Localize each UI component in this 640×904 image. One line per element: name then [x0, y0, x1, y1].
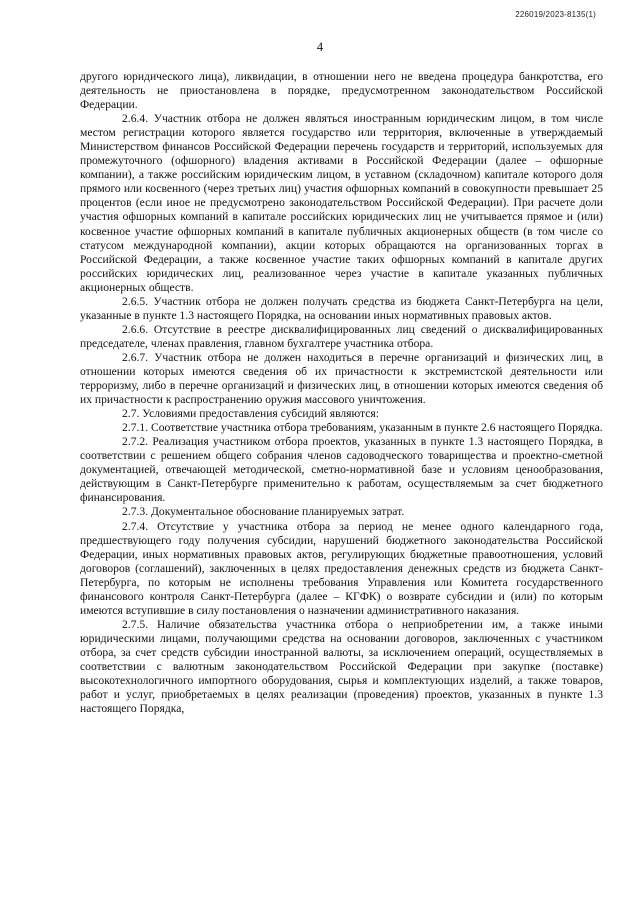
paragraph-2-7-3: 2.7.3. Документальное обоснование планируемых затрат. [122, 505, 405, 519]
paragraph-2-6-6: 2.6.6. Отсутствие в реестре дисквалифицированных лиц сведений о дисквалифицированных председателе, членах правления, главном бухгалтере участника отбора. [80, 322, 603, 350]
document-id: 226019/2023-8135(1) [515, 10, 596, 19]
paragraph-2-6-7: 2.6.7. Участник отбора не должен находиться в перечне организаций и физических лиц, в отношении которых имеются сведения об их причастности к экстремистской деятельности или терроризму, либо в перечне организаций и физических лиц, в отношении которых имеются сведения об их причастности к распространению оружия массового уничтожения. [80, 350, 603, 407]
paragraph-continuation: другого юридического лица), ликвидации, в отношении него не введена процедура банкротства, его деятельность не приостановлена в порядке, предусмотренном законодательством Российской Федерации. [80, 70, 603, 112]
paragraph-2-6-4: 2.6.4. Участник отбора не должен являться иностранным юридическим лицом, в том числе местом регистрации которого является государство или территория, включенные в утверждаемый Министерством финансов Российской Федерации перечень государств и территорий, используемых для промежуточного (офшорного) владения активами в Российской Федерации (далее – офшорные компании), а также российским юридическим лицом, в уставном (складочном) капитале которого доля прямого или косвенного (через третьих лиц) участия офшорных компаний в совокупности превышает 25 процентов (если иное не предусмотрено законодательством Российской Федерации). При расчете доли участия офшорных компаний в капитале российских юридических лиц не учитывается прямое и (или) косвенное участие офшорных компаний в капитале публичных акционерных обществ (в том числе со статусом международной компании), акции которых обращаются на организованных торгах в Российской Федерации, а также косвенное участие таких офшорных компаний в капитале других российских юридических лиц, реализованное через участие в капитале указанных публичных акционерных обществ. [80, 112, 603, 294]
paragraph-2-7-5: 2.7.5. Наличие обязательства участника отбора о неприобретении им, а также иными юридическими лицами, получающими средства на основании договоров, заключенных с участником отбора, за счет средств субсидии иностранной валюты, за исключением операций, осуществляемых в соответствии с валютным законодательством Российской Федерации при закупке (поставке) высокотехнологичного импортного оборудования, сырья и комплектующих изделий, а также товаров, работ и услуг, приобретаемых в целях реализации (проведения) проектов, указанных в пункте 1.3 настоящего Порядка, [80, 617, 603, 716]
paragraph-2-7: 2.7. Условиями предоставления субсидий являются: [122, 407, 379, 421]
paragraph-2-7-1: 2.7.1. Соответствие участника отбора требованиям, указанным в пункте 2.6 настоящего Порядка. [122, 421, 603, 435]
document-body [80, 70, 603, 716]
paragraph-2-6-5: 2.6.5. Участник отбора не должен получать средства из бюджета Санкт-Петербурга на цели, указанные в пункте 1.3 настоящего Порядка, на основании иных нормативных правовых актов. [80, 294, 603, 322]
paragraph-2-7-2: 2.7.2. Реализация участником отбора проектов, указанных в пункте 1.3 настоящего Порядка, в соответствии с решением общего собрания членов садоводческого товарищества и проектно-сметной документацией, отвечающей методической, сметно-нормативной базе и условиям ценообразования, действующим в Санкт-Петербурге применительно к работам, осуществляемым за счет бюджетного финансирования. [80, 435, 603, 505]
page-number: 4 [316, 40, 324, 54]
paragraph-2-7-4: 2.7.4. Отсутствие у участника отбора за период не менее одного календарного года, предшествующего году получения субсидии, нарушений бюджетного законодательства Российской Федерации, иных нормативных правовых актов, регулирующих бюджетные правоотношения, условий договоров (соглашений), заключенных в целях предоставления денежных средств из бюджета Санкт-Петербурга, по которым не исполнены требования Управления или Комитета государственного финансового контроля Санкт-Петербурга (далее – КГФК) о возврате субсидии и (или) по которым имеются вступившие в силу постановления о назначении административного наказания. [80, 519, 603, 617]
